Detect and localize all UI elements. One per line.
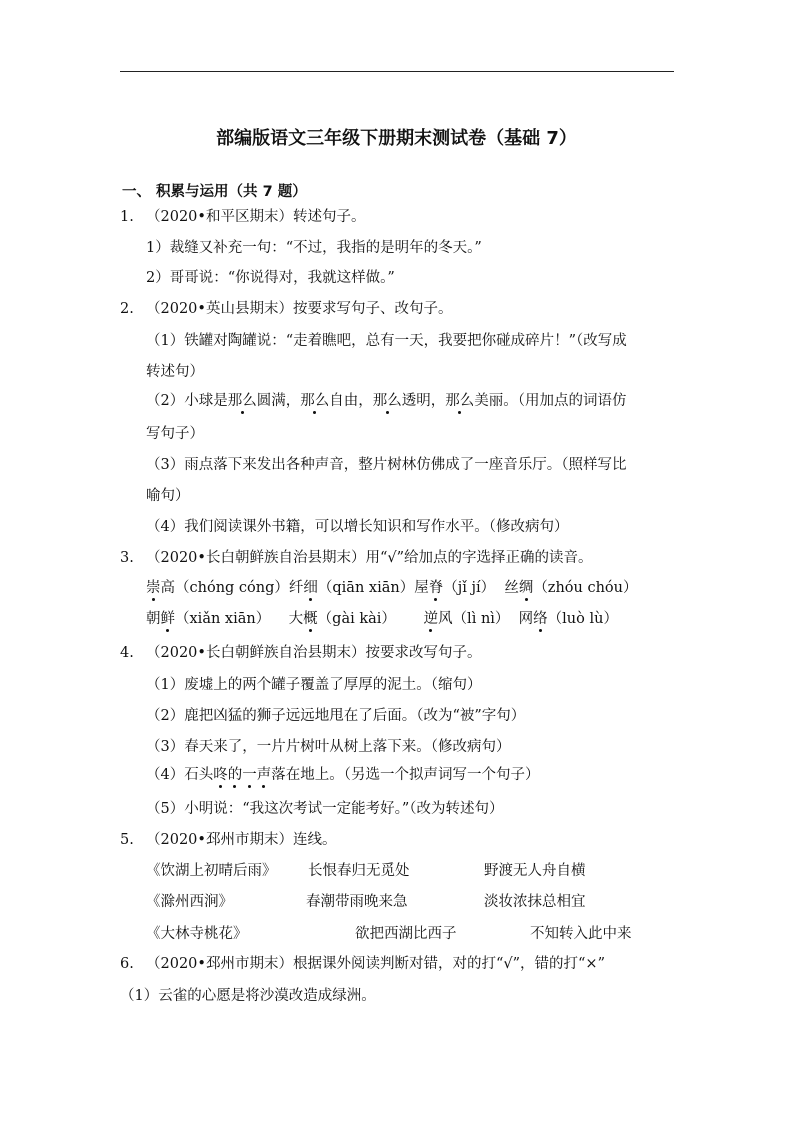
- poem-title: 《大林寺桃花》: [146, 926, 248, 942]
- question-stem: （2020•邳州市期末）根据课外阅读判断对错，对的打“√”，错的打“×”: [146, 956, 605, 972]
- text: 落在地上。（另选一个拟声词写一个句子）: [271, 767, 540, 783]
- page-title: 部编版语文三年级下册期末测试卷（基础 7）: [216, 128, 577, 149]
- poem-title: 《滁州西涧》: [146, 894, 233, 910]
- text: （2）小球是: [146, 393, 228, 409]
- pinyin-item: 崇高（chóng cóng）: [146, 580, 289, 596]
- dotted-character: 鲜: [160, 611, 175, 627]
- question-2-sub-1: （1）铁罐对陶罐说：“走着瞧吧，总有一天，我要把你碰成碎片！”（改写成: [146, 333, 627, 349]
- dotted-character: 细: [303, 580, 318, 596]
- question-4-sub-2: （2）鹿把凶猛的狮子远远地甩在了后面。（改为“被”字句）: [146, 708, 526, 724]
- text: 美丽。（用加点的词语仿: [474, 393, 627, 409]
- pinyin-row-2: [146, 609, 618, 629]
- emphasized-word: 那么: [300, 393, 330, 409]
- question-6-sub-1: （1）云雀的心愿是将沙漠改造成绿洲。: [120, 988, 376, 1004]
- question-2-sub-1-cont: 转述句）: [146, 364, 204, 380]
- pinyin-item: 大概（gài kài）: [288, 611, 396, 627]
- question-2-sub-3-cont: 喻句）: [146, 488, 190, 504]
- poem-line: 春潮带雨晚来急: [306, 894, 408, 910]
- question-4-sub-3: （3）春天来了，一片片树叶从树上落下来。（修改病句）: [146, 739, 511, 755]
- question-1-sub-2: 2）哥哥说：“你说得对，我就这样做。”: [146, 270, 395, 286]
- question-2-sub-2-cont: 写句子）: [146, 426, 204, 442]
- text: 自由，: [329, 393, 373, 409]
- pinyin-item: 丝绸（zhóu chóu）: [504, 580, 638, 596]
- text: 圆满，: [256, 393, 301, 409]
- text: （4）石头: [146, 767, 214, 783]
- question-number: 3.: [120, 550, 134, 566]
- question-2-sub-2: [146, 391, 626, 411]
- emphasized-word: 那么: [227, 393, 257, 409]
- question-stem: （2020•英山县期末）按要求写句子、改句子。: [146, 301, 453, 317]
- text: 透明，: [401, 393, 446, 409]
- dotted-character: 声: [256, 767, 272, 783]
- section-heading: 一、 积累与运用（共 7 题）: [122, 184, 307, 200]
- question-4-sub-5: （5）小明说：“我这次考试一定能考好。”（改为转述句）: [146, 801, 504, 817]
- dotted-character: 一: [242, 767, 257, 783]
- pinyin-item: 屋脊（jǐ jí）: [414, 580, 496, 596]
- pinyin-item: 网络（luò lù）: [518, 611, 618, 627]
- question-4-sub-1: （1）废墟上的两个罐子覆盖了厚厚的泥土。（缩句）: [146, 677, 482, 693]
- dotted-character: 绸: [518, 580, 534, 596]
- dotted-character: 逆: [423, 611, 439, 627]
- pinyin-item: 纤细（qiān xiān）: [288, 580, 415, 596]
- header-rule: [120, 71, 674, 72]
- emphasized-word: 那么: [445, 393, 475, 409]
- poem-line: 淡妆浓抹总相宜: [484, 894, 586, 910]
- poem-line: 野渡无人舟自横: [484, 863, 586, 879]
- question-stem: （2020•长白朝鲜族自治县期末）按要求改写句子。: [146, 645, 482, 661]
- dotted-character: 脊: [428, 580, 444, 596]
- question-number: 4.: [120, 645, 134, 661]
- pinyin-item: 朝鲜（xiǎn xiān）: [146, 611, 271, 627]
- dotted-character: 的: [227, 767, 243, 783]
- question-2-sub-3: （3）雨点落下来发出各种声音，整片树林仿佛成了一座音乐厅。（照样写比: [146, 457, 627, 473]
- poem-line: 不知转入此中来: [530, 926, 632, 942]
- dotted-character: 络: [533, 611, 548, 627]
- emphasized-word: 那么: [372, 393, 402, 409]
- poem-title: 《饮湖上初晴后雨》: [146, 863, 277, 879]
- question-4-sub-4: [146, 765, 539, 785]
- dotted-character: 崇: [146, 580, 161, 596]
- question-number: 2.: [120, 301, 134, 317]
- question-stem: （2020•长白朝鲜族自治县期末）用“√”给加点的字选择正确的读音。: [146, 550, 593, 566]
- poem-line: 欲把西湖比西子: [355, 926, 457, 942]
- question-number: 6.: [120, 956, 134, 972]
- pinyin-row-1: [146, 578, 638, 598]
- question-stem: （2020•邳州市期末）连线。: [146, 832, 337, 848]
- pinyin-item: 逆风（lì nì）: [423, 611, 510, 627]
- question-stem: （2020•和平区期末）转述句子。: [146, 209, 366, 225]
- question-2-sub-4: （4）我们阅读课外书籍，可以增长知识和写作水平。（修改病句）: [146, 519, 569, 535]
- question-1-sub-1: 1）裁缝又补充一句：“不过，我指的是明年的冬天。”: [146, 240, 482, 256]
- question-number: 5.: [120, 832, 134, 848]
- dotted-character: 咚: [213, 767, 228, 783]
- question-number: 1.: [120, 209, 134, 225]
- dotted-character: 概: [303, 611, 318, 627]
- poem-line: 长恨春归无觅处: [308, 863, 410, 879]
